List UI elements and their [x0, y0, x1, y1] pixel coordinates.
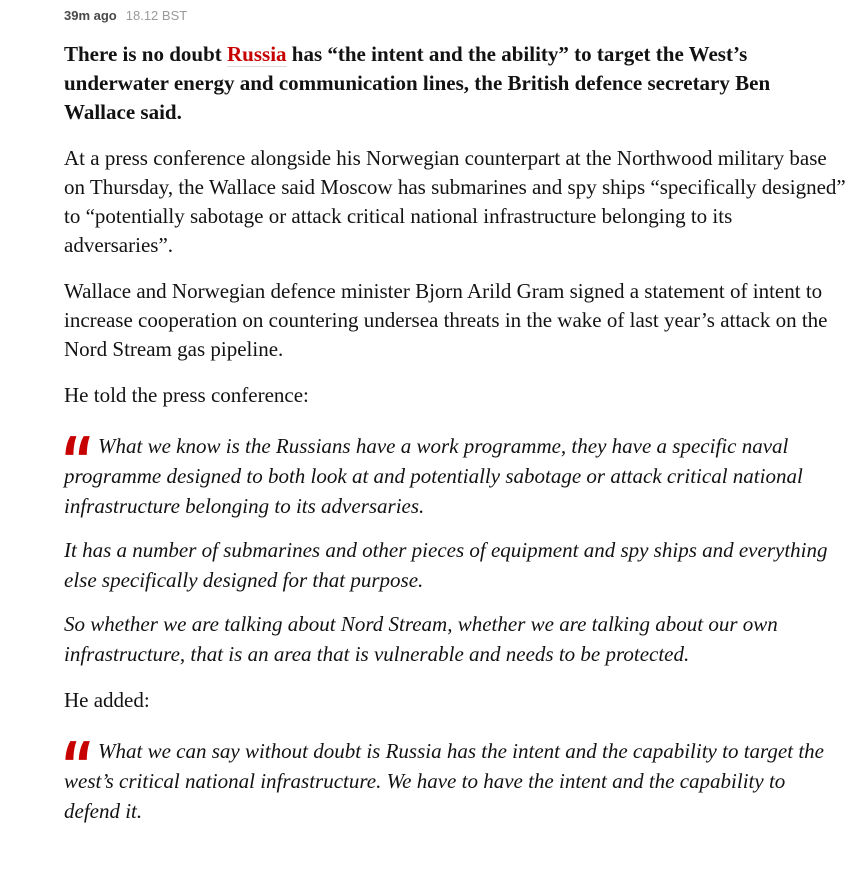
- body-paragraph: Wallace and Norwegian defence minister Bjorn Arild Gram signed a statement of intent to increase cooperation on countering undersea threats in the wake of last year’s attack on the Nord Stream gas pipeline.: [64, 279, 828, 361]
- body-paragraph: He added:: [64, 688, 150, 712]
- body-paragraph: At a press conference alongside his Norwegian counterpart at the Northwood military base on Thursday, the Wallace said Moscow has submarines and spy ships “specifically designed” to “potentially sabotage or attack critical national infrastructure belonging to its adversaries”.: [64, 146, 846, 257]
- quotation-marks-icon: [64, 436, 91, 455]
- quote-paragraph: [64, 736, 846, 826]
- russia-topic-link[interactable]: Russia: [227, 42, 287, 66]
- absolute-time: 18.12 BST: [125, 8, 188, 23]
- quote-text: What we know is the Russians have a work programme, they have a specific naval programme designed to both look at and potentially sabotage or attack critical national infrastructure belonging to its adversaries.: [64, 434, 803, 518]
- headline-text-after: has “the intent and the ability” to target the West’s underwater energy and communication lines, the British defence secretary Ben Wallace said.: [64, 42, 771, 124]
- quote-block-1: [64, 427, 846, 669]
- quote-block-2: [64, 732, 846, 826]
- quote-text: What we can say without doubt is Russia has the intent and the capability to target the west’s critical national infrastructure. We have to have the intent and the capability to defend it.: [64, 739, 824, 823]
- body-paragraph: He told the press conference:: [64, 383, 309, 407]
- quote-paragraph: It has a number of submarines and other pieces of equipment and spy ships and everything else specifically designed for that purpose.: [64, 538, 828, 592]
- quote-paragraph: [64, 431, 846, 521]
- quote-paragraph: So whether we are talking about Nord Stream, whether we are talking about our own infrastructure, that is an area that is vulnerable and needs to be protected.: [64, 612, 778, 666]
- post-headline: [64, 40, 846, 127]
- quotation-marks-icon: [64, 741, 91, 760]
- relative-time: 39m ago: [64, 8, 117, 23]
- headline-text-before: There is no doubt: [64, 42, 227, 66]
- post-timestamp: [64, 8, 846, 23]
